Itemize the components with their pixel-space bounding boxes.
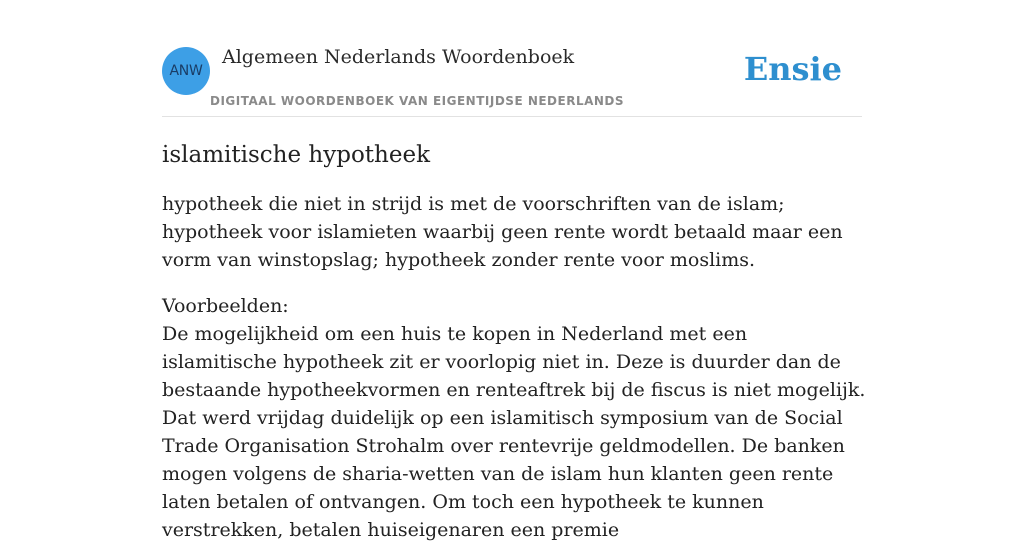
site-subtitle: DIGITAAL WOORDENBOEK VAN EIGENTIJDSE NEDERLANDS (210, 94, 625, 108)
site-title[interactable]: Algemeen Nederlands Woordenboek (222, 46, 575, 68)
entry-headword: islamitische hypotheek (162, 142, 431, 168)
example-text: De mogelijkheid om een huis te kopen in Nederland met een islamitische hypotheek zit er voorlopig niet in. Deze is duurder dan de bestaande hypotheekvormen en renteaftrek bij de fiscus is niet mogelijk. Dat werd vrijdag duidelijk op een islamitisch symposium van de Social Trade Organisation Strohalm over rentevrije geldmodellen. De banken mogen volgens de sharia-wetten van de islam hun klanten geen rente laten betalen of ontvangen. Om toch een hypotheek te kunnen verstrekken, betalen huiseigenaren een premie (162, 323, 866, 541)
site-header (162, 40, 862, 117)
ensie-brand-logo[interactable]: Ensie (743, 50, 842, 88)
entry-examples (162, 292, 867, 544)
entry-content (162, 138, 867, 544)
anw-logo[interactable]: ANW (162, 47, 210, 95)
examples-label: Voorbeelden: (162, 295, 289, 317)
entry-definition: hypotheek die niet in strijd is met de voorschriften van de islam; hypotheek voor islamieten waarbij geen rente wordt betaald maar een vorm van winstopslag; hypotheek zonder rente voor moslims. (162, 193, 843, 271)
